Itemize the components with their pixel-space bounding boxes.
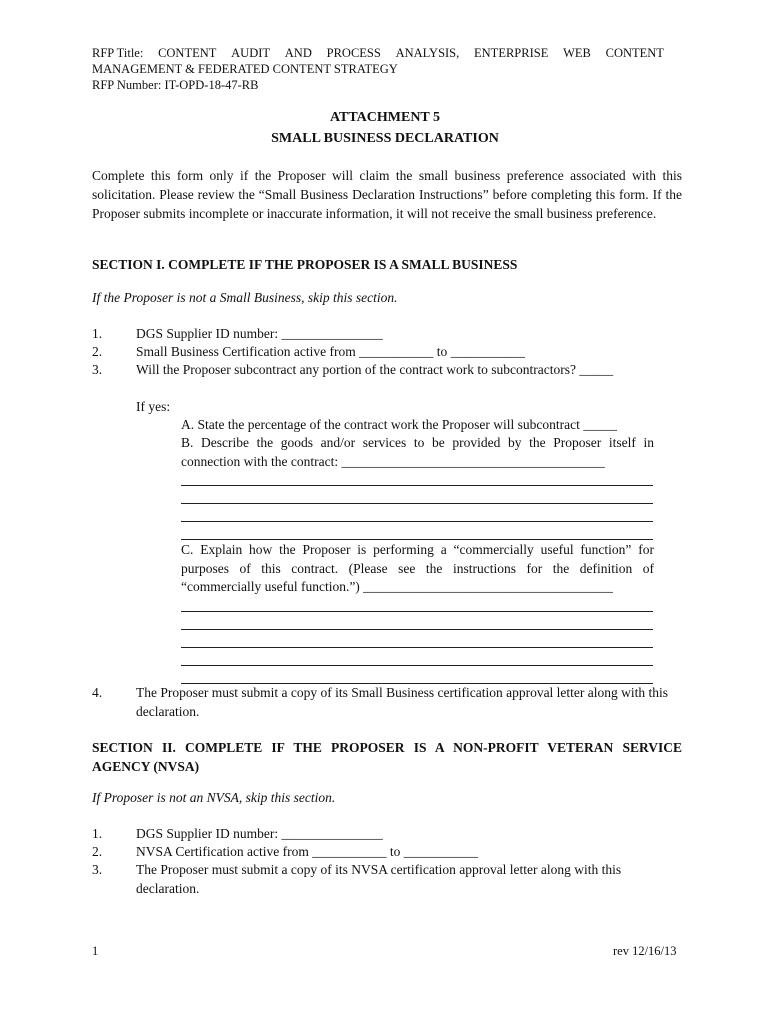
nvsa-letter-text: The Proposer must submit a copy of its NVSA certification approval letter along with this declaration.	[136, 862, 622, 896]
answer-line[interactable]	[181, 611, 653, 612]
item-number: 2.	[92, 844, 103, 859]
rfp-title-word: PROCESS	[326, 46, 381, 60]
if-yes-label: If yes:	[136, 399, 171, 414]
nvsa-dates-field[interactable]: NVSA Certification active from ___________ to ___________	[136, 844, 478, 859]
section2-heading: SECTION II. COMPLETE IF THE PROPOSER IS A NON-PROFIT VETERAN SERVICE AGENCY (NVSA)	[92, 740, 682, 774]
item-number: 2.	[92, 344, 103, 359]
answer-line[interactable]	[181, 503, 653, 504]
nvsa-supplier-id-field[interactable]: DGS Supplier ID number: _______________	[136, 826, 383, 841]
rfp-title-word: CONTENT	[158, 46, 217, 60]
attachment-label: ATTACHMENT 5	[329, 110, 441, 125]
page-number: 1	[92, 944, 99, 958]
answer-line[interactable]	[181, 647, 653, 648]
revision-date: rev 12/16/13	[613, 944, 677, 958]
rfp-title-line	[92, 45, 664, 61]
intro-paragraph: Complete this form only if the Proposer will claim the small business preference associated with this solicitation. Please review the “Small Business Declaration Instructions” before completing this form. If the Proposer submits incomplete or inaccurate information, it will not receive the small business preference.	[92, 168, 682, 221]
subcontract-question-field[interactable]: Will the Proposer subcontract any portion of the contract work to subcontractors? _____	[136, 362, 614, 377]
rfp-number: RFP Number: IT-OPD-18-47-RB	[92, 78, 259, 92]
rfp-title-word: CONTENT	[605, 46, 664, 60]
item-4-text: The Proposer must submit a copy of its Small Business certification approval letter along with this declaration.	[136, 685, 669, 719]
item-number: 4.	[92, 685, 103, 700]
form-title: SMALL BUSINESS DECLARATION	[271, 131, 499, 146]
answer-line[interactable]	[181, 629, 653, 630]
item-number: 3.	[92, 862, 103, 877]
rfp-title-word: ENTERPRISE	[474, 46, 549, 60]
sub-item-b[interactable]: B. Describe the goods and/or services to be provided by the Proposer itself in connection with the contract: _______________________________________	[181, 435, 654, 469]
answer-line[interactable]	[181, 539, 653, 540]
rfp-title-word: AUDIT	[231, 46, 271, 60]
item-number: 1.	[92, 326, 103, 341]
rfp-title-word: WEB	[563, 46, 591, 60]
answer-line[interactable]	[181, 665, 653, 666]
rfp-title-word: ANALYSIS,	[395, 46, 460, 60]
item-number: 1.	[92, 826, 103, 841]
rfp-title-line2: MANAGEMENT & FEDERATED CONTENT STRATEGY	[92, 62, 398, 76]
item-number: 3.	[92, 362, 103, 377]
sub-item-a[interactable]: A. State the percentage of the contract work the Proposer will subcontract _____	[181, 417, 617, 432]
sub-item-c[interactable]: C. Explain how the Proposer is performing a “commercially useful function” for purposes of this contract. (Please see the instructions for the definition of “commercially useful function.”) _____________________________________	[181, 542, 654, 594]
supplier-id-field[interactable]: DGS Supplier ID number: _______________	[136, 326, 383, 341]
answer-line[interactable]	[181, 485, 653, 486]
certification-dates-field[interactable]: Small Business Certification active from ___________ to ___________	[136, 344, 525, 359]
rfp-title-word: AND	[284, 46, 312, 60]
section1-skip-note: If the Proposer is not a Small Business, skip this section.	[92, 290, 398, 305]
answer-line[interactable]	[181, 521, 653, 522]
section2-skip-note: If Proposer is not an NVSA, skip this section.	[92, 790, 336, 805]
rfp-title-label: RFP Title:	[92, 46, 144, 60]
section1-heading: SECTION I. COMPLETE IF THE PROPOSER IS A SMALL BUSINESS	[92, 257, 518, 272]
rfp-header	[92, 45, 692, 93]
